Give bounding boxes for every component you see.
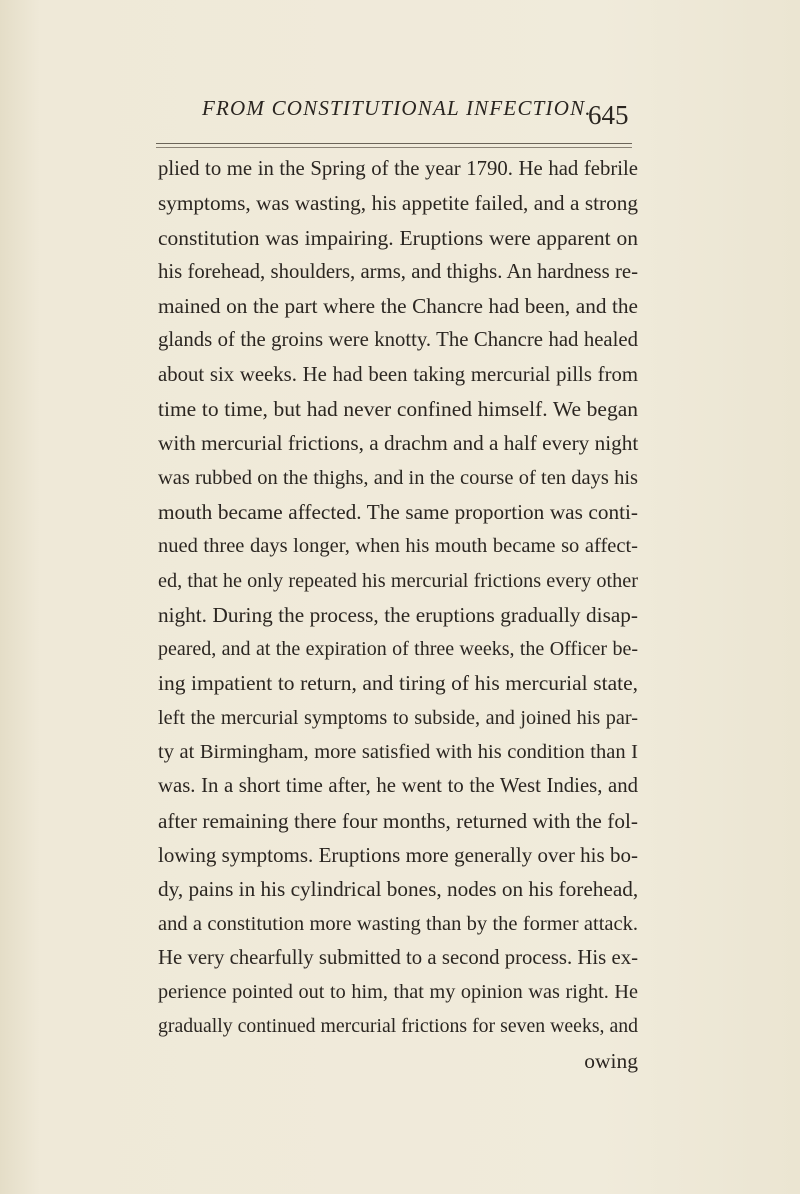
body-text xyxy=(158,152,638,1078)
text-line: was. In a short time after, he went to the West Indies, and xyxy=(158,775,638,798)
text-line: dy, pains in his cylindrical bones, nodes on his forehead, xyxy=(158,877,639,902)
text-line: peared, and at the expiration of three weeks, the Officer be- xyxy=(158,638,638,661)
catchword: owing xyxy=(584,1048,638,1073)
text-line: ty at Birmingham, more satisfied with his condition than I xyxy=(158,741,638,764)
text-line: night. During the process, the eruptions gradually disap- xyxy=(158,602,638,627)
text-line: perience pointed out to him, that my opinion was right. He xyxy=(158,981,638,1004)
text-line: about six weeks. He had been taking mercurial pills from xyxy=(158,363,638,386)
text-line: lowing symptoms. Eruptions more generally over his bo- xyxy=(158,842,638,867)
text-line: mouth became affected. The same proportion was conti- xyxy=(158,499,638,524)
text-line: nued three days longer, when his mouth became so affect- xyxy=(158,535,638,558)
text-line: was rubbed on the thighs, and in the course of ten days his xyxy=(158,466,638,489)
header-rule xyxy=(156,143,632,148)
text-line: ing impatient to return, and tiring of his mercurial state, xyxy=(158,671,638,696)
text-line: gradually continued mercurial frictions for seven weeks, and xyxy=(158,1015,638,1038)
text-line: plied to me in the Spring of the year 1790. He had febrile xyxy=(158,158,638,180)
page-header xyxy=(0,96,800,136)
text-line: mained on the part where the Chancre had been, and the xyxy=(158,294,638,319)
text-line: ed, that he only repeated his mercurial frictions every other xyxy=(158,569,638,592)
text-line: constitution was impairing. Eruptions were apparent on xyxy=(158,225,638,250)
text-line: left the mercurial symptoms to subside, and joined his par- xyxy=(158,706,638,729)
text-line: and a constitution more wasting than by the former attack. xyxy=(158,912,638,935)
text-line: time to time, but had never confined himself. We began xyxy=(158,397,638,422)
running-head: FROM CONSTITUTIONAL INFECTION. xyxy=(202,96,592,120)
text-line: after remaining there four months, returned with the fol- xyxy=(158,808,638,833)
page-number: 645 xyxy=(588,100,629,130)
text-line: his forehead, shoulders, arms, and thighs. An hardness re- xyxy=(158,260,638,283)
text-line: He very chearfully submitted to a second process. His ex- xyxy=(158,946,638,969)
text-line: symptoms, was wasting, his appetite failed, and a strong xyxy=(158,191,638,216)
text-line: with mercurial frictions, a drachm and a half every night xyxy=(158,431,639,456)
text-line: glands of the groins were knotty. The Chancre had healed xyxy=(158,329,638,352)
